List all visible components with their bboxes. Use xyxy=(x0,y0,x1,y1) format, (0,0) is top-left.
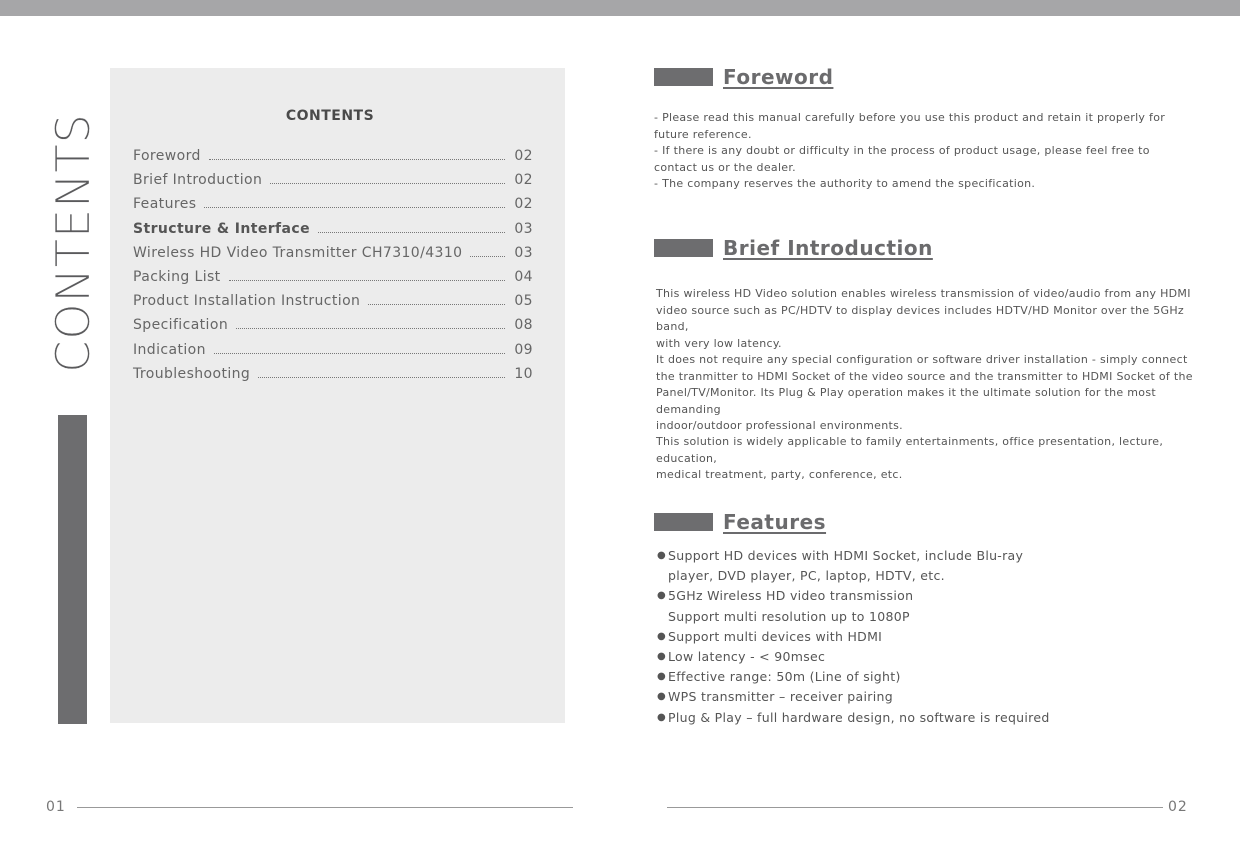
text-line: the tranmitter to HDMI Socket of the video source and the transmitter to HDMI Socket of the xyxy=(656,369,1193,383)
toc-leader xyxy=(236,328,505,329)
features-list xyxy=(657,546,1137,728)
toc-label: Foreword xyxy=(133,148,201,164)
toc-page: 10 xyxy=(514,365,533,382)
toc-leader xyxy=(204,207,505,208)
toc-label: Troubleshooting xyxy=(133,365,251,382)
text-line: Panel/TV/Monitor. Its Plug & Play operation makes it the ultimate solution for the most demanding xyxy=(656,386,1156,416)
bullet-icon: ● xyxy=(657,651,667,663)
feature-line: Support multi devices with HDMI xyxy=(668,628,883,644)
heading-bar xyxy=(654,513,713,531)
toc-leader xyxy=(209,159,505,160)
toc-leader xyxy=(258,377,505,378)
text-line: with very low latency. xyxy=(656,336,782,350)
toc-label: Product Installation Instruction xyxy=(133,293,361,310)
bullet-icon: ● xyxy=(657,630,667,642)
brief-intro-heading xyxy=(654,238,933,258)
feature-line: 5GHz Wireless HD video transmission xyxy=(668,588,914,604)
footer-rule-left xyxy=(77,807,573,808)
heading-bar xyxy=(654,68,713,86)
text-line: This wireless HD Video solution enables wireless transmission of video/audio from any HDMI xyxy=(656,287,1191,300)
toc-entry[interactable] xyxy=(133,366,533,390)
toc-label: Brief Introduction xyxy=(133,172,263,189)
text-line: This solution is widely applicable to family entertainments, office presentation, lecture, education, xyxy=(656,435,1164,465)
toc-page: 02 xyxy=(514,196,533,213)
feature-item xyxy=(657,647,1137,667)
feature-line: Support multi resolution up to 1080P xyxy=(668,608,910,624)
feature-line: player, DVD player, PC, laptop, HDTV, etc. xyxy=(668,568,945,584)
toc-list xyxy=(133,148,533,390)
footer-rule-right xyxy=(667,807,1163,808)
feature-line: Effective range: 50m (Line of sight) xyxy=(668,669,901,685)
feature-item xyxy=(657,586,1137,626)
features-heading xyxy=(654,512,826,532)
text-line: medical treatment, party, conference, etc. xyxy=(656,468,903,481)
text-line: contact us or the dealer. xyxy=(654,160,796,174)
top-bar xyxy=(0,0,1240,16)
page-number-right: 02 xyxy=(1168,799,1188,815)
foreword-text xyxy=(654,110,1214,193)
text-line: video source such as PC/HDTV to display devices includes HDTV/HD Monitor over the 5GHz band, xyxy=(656,303,1184,333)
toc-label: Indication xyxy=(133,341,206,358)
toc-page: 03 xyxy=(514,220,533,237)
vertical-accent-bar xyxy=(58,415,87,724)
bullet-icon: ● xyxy=(657,590,667,602)
toc-leader xyxy=(368,304,505,305)
feature-item xyxy=(657,708,1137,728)
toc-entry[interactable] xyxy=(133,293,533,317)
text-line: - Please read this manual carefully before you use this product and retain it properly for xyxy=(654,111,1166,124)
toc-page: 02 xyxy=(514,172,533,189)
bullet-icon: ● xyxy=(657,711,667,723)
brief-intro-para-1 xyxy=(656,286,1216,352)
bullet-icon: ● xyxy=(657,550,667,561)
page-number-left: 01 xyxy=(46,799,66,815)
heading-bar xyxy=(654,239,713,257)
toc-page: 09 xyxy=(514,341,533,358)
feature-line: Support HD devices with HDMI Socket, include Blu-ray xyxy=(668,548,1024,563)
toc-label: Packing List xyxy=(133,268,221,285)
text-line: indoor/outdoor professional environments. xyxy=(656,419,903,432)
feature-item xyxy=(657,627,1137,647)
text-line: - If there is any doubt or difficulty in the process of product usage, please feel free to xyxy=(654,144,1150,157)
feature-item xyxy=(657,687,1137,707)
toc-entry[interactable] xyxy=(133,245,533,269)
toc-leader xyxy=(214,353,505,354)
text-line: It does not require any special configuration or software driver installation - simply connect xyxy=(656,353,1188,366)
feature-item xyxy=(657,667,1137,687)
vertical-title: CONTENTS xyxy=(46,113,100,373)
toc-entry[interactable] xyxy=(133,317,533,341)
toc-entry[interactable] xyxy=(133,196,533,220)
toc-entry[interactable] xyxy=(133,342,533,366)
toc-entry[interactable] xyxy=(133,172,533,196)
toc-page: 03 xyxy=(514,244,533,261)
contents-panel xyxy=(110,68,565,723)
toc-page: 02 xyxy=(514,148,533,164)
feature-line: WPS transmitter – receiver pairing xyxy=(668,689,893,705)
feature-line: Plug & Play – full hardware design, no software is required xyxy=(668,709,1050,725)
vertical-title-wrap xyxy=(46,78,100,408)
toc-page: 04 xyxy=(514,268,533,285)
toc-leader xyxy=(318,232,505,233)
brief-intro-para-2 xyxy=(656,352,1216,435)
toc-label: Specification xyxy=(133,317,229,334)
brief-intro-para-3 xyxy=(656,434,1216,484)
text-line: future reference. xyxy=(654,127,752,141)
feature-item xyxy=(657,546,1137,586)
toc-leader xyxy=(270,183,505,184)
panel-title: CONTENTS xyxy=(285,108,375,124)
foreword-heading xyxy=(654,67,833,87)
toc-label: Features xyxy=(133,196,197,213)
toc-label: Wireless HD Video Transmitter CH7310/4310 xyxy=(133,244,463,261)
toc-leader xyxy=(229,280,505,281)
foreword-title: Foreword xyxy=(723,65,834,89)
toc-page: 08 xyxy=(514,317,533,334)
brief-intro-title: Brief Introduction xyxy=(723,236,933,260)
toc-label: Structure & Interface xyxy=(133,220,310,237)
text-line: - The company reserves the authority to amend the specification. xyxy=(654,177,1036,190)
toc-entry[interactable] xyxy=(133,148,533,172)
toc-page: 05 xyxy=(514,293,533,310)
feature-line: Low latency - < 90msec xyxy=(668,649,826,665)
bullet-icon: ● xyxy=(657,671,667,683)
bullet-icon: ● xyxy=(657,691,667,703)
toc-entry[interactable] xyxy=(133,221,533,245)
toc-entry[interactable] xyxy=(133,269,533,293)
features-title: Features xyxy=(723,510,827,534)
toc-leader xyxy=(470,256,505,257)
